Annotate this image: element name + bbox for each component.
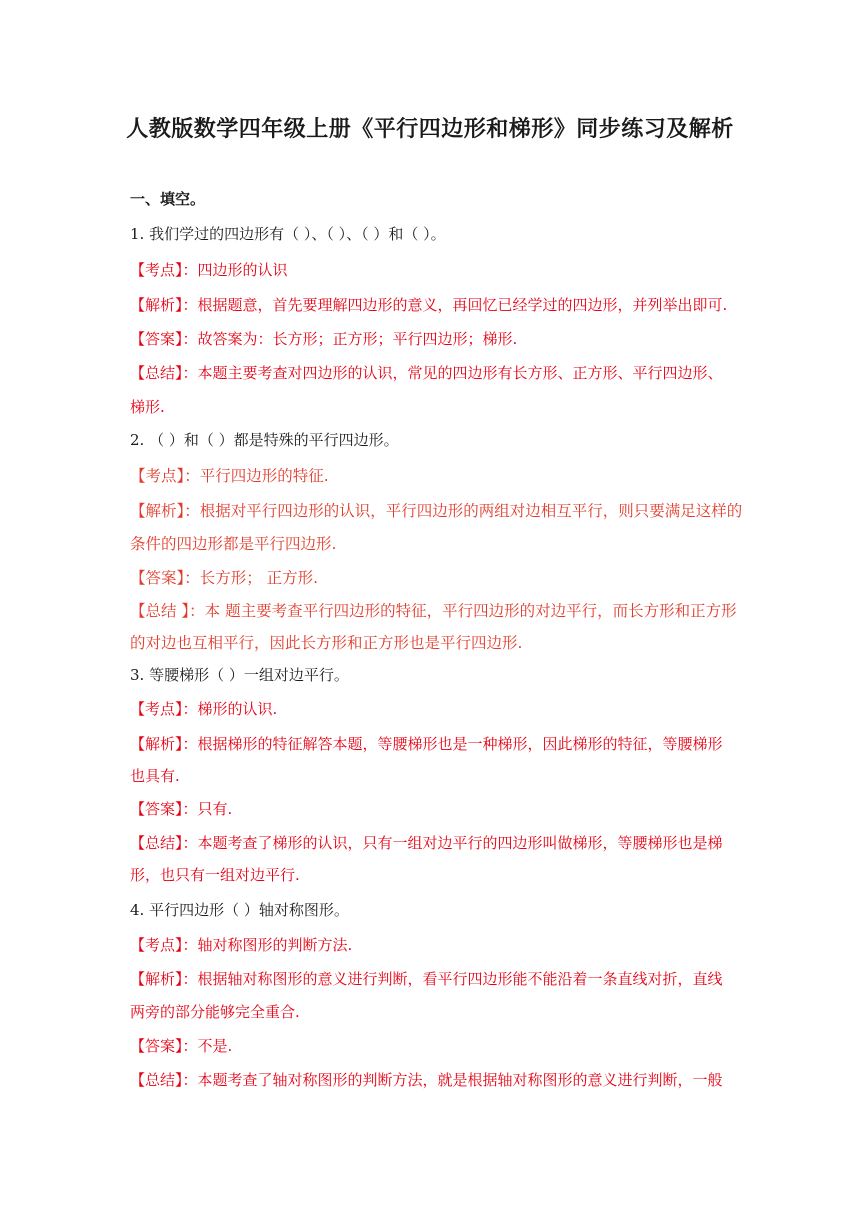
q2-zongjie-line2: 的对边也互相平行，因此长方形和正方形也是平行四边形.: [130, 634, 523, 652]
q4-daan: 【答案】：不是.: [130, 1037, 233, 1055]
q4-jiexi-line2: 两旁的部分能够完全重合.: [130, 1003, 300, 1021]
q4-kaodian: 【考点】：轴对称图形的判断方法.: [130, 936, 353, 954]
q3-kaodian: 【考点】：梯形的认识.: [130, 700, 278, 718]
document-title: 人教版数学四年级上册《平行四边形和梯形》同步练习及解析: [126, 116, 734, 142]
q1-kaodian: 【考点】：四边形的认识: [130, 261, 288, 279]
q3-daan: 【答案】：只有.: [130, 800, 233, 818]
q2-daan: 【答案】：长方形； 正方形.: [130, 569, 319, 587]
q1-daan: 【答案】：故答案为：长方形；正方形；平行四边形；梯形.: [130, 330, 518, 348]
question-3: 3. 等腰梯形（ ）一组对边平行。: [130, 666, 349, 684]
q4-jiexi-line1: 【解析】：根据轴对称图形的意义进行判断，看平行四边形能不能沿着一条直线对折，直线: [130, 970, 723, 988]
question-4: 4. 平行四边形（ ）轴对称图形。: [130, 901, 349, 919]
q2-zongjie-line1: 【总结 】：本 题主要考查平行四边形的特征，平行四边形的对边平行，而长方形和正方形: [130, 602, 737, 620]
q3-jiexi-line1: 【解析】：根据梯形的特征解答本题，等腰梯形也是一种梯形，因此梯形的特征，等腰梯形: [130, 735, 723, 753]
q3-zongjie-line1: 【总结】：本题考查了梯形的认识，只有一组对边平行的四边形叫做梯形，等腰梯形也是梯: [130, 834, 723, 852]
q2-jiexi-line2: 条件的四边形都是平行四边形.: [130, 535, 337, 553]
q1-jiexi: 【解析】：根据题意，首先要理解四边形的意义，再回忆已经学过的四边形，并列举出即可.: [130, 296, 728, 314]
q1-zongjie-line1: 【总结】：本题主要考查对四边形的认识，常见的四边形有长方形、正方形、平行四边形、: [130, 364, 723, 382]
q1-zongjie-line2: 梯形.: [130, 398, 165, 416]
q3-zongjie-line2: 形，也只有一组对边平行.: [130, 866, 300, 884]
section-heading: 一、填空。: [130, 190, 206, 208]
question-2: 2. （ ）和（ ）都是特殊的平行四边形。: [130, 431, 399, 449]
question-1: 1. 我们学过的四边形有（ ）、（ ）、（ ）和（ ）。: [130, 225, 446, 243]
q2-jiexi-line1: 【解析】：根据对平行四边形的认识，平行四边形的两组对边相互平行，则只要满足这样的: [130, 502, 743, 520]
q4-zongjie-line1: 【总结】：本题考查了轴对称图形的判断方法，就是根据轴对称图形的意义进行判断，一般: [130, 1071, 723, 1089]
q3-jiexi-line2: 也具有.: [130, 767, 180, 785]
q2-kaodian: 【考点】：平行四边形的特征.: [130, 467, 329, 485]
